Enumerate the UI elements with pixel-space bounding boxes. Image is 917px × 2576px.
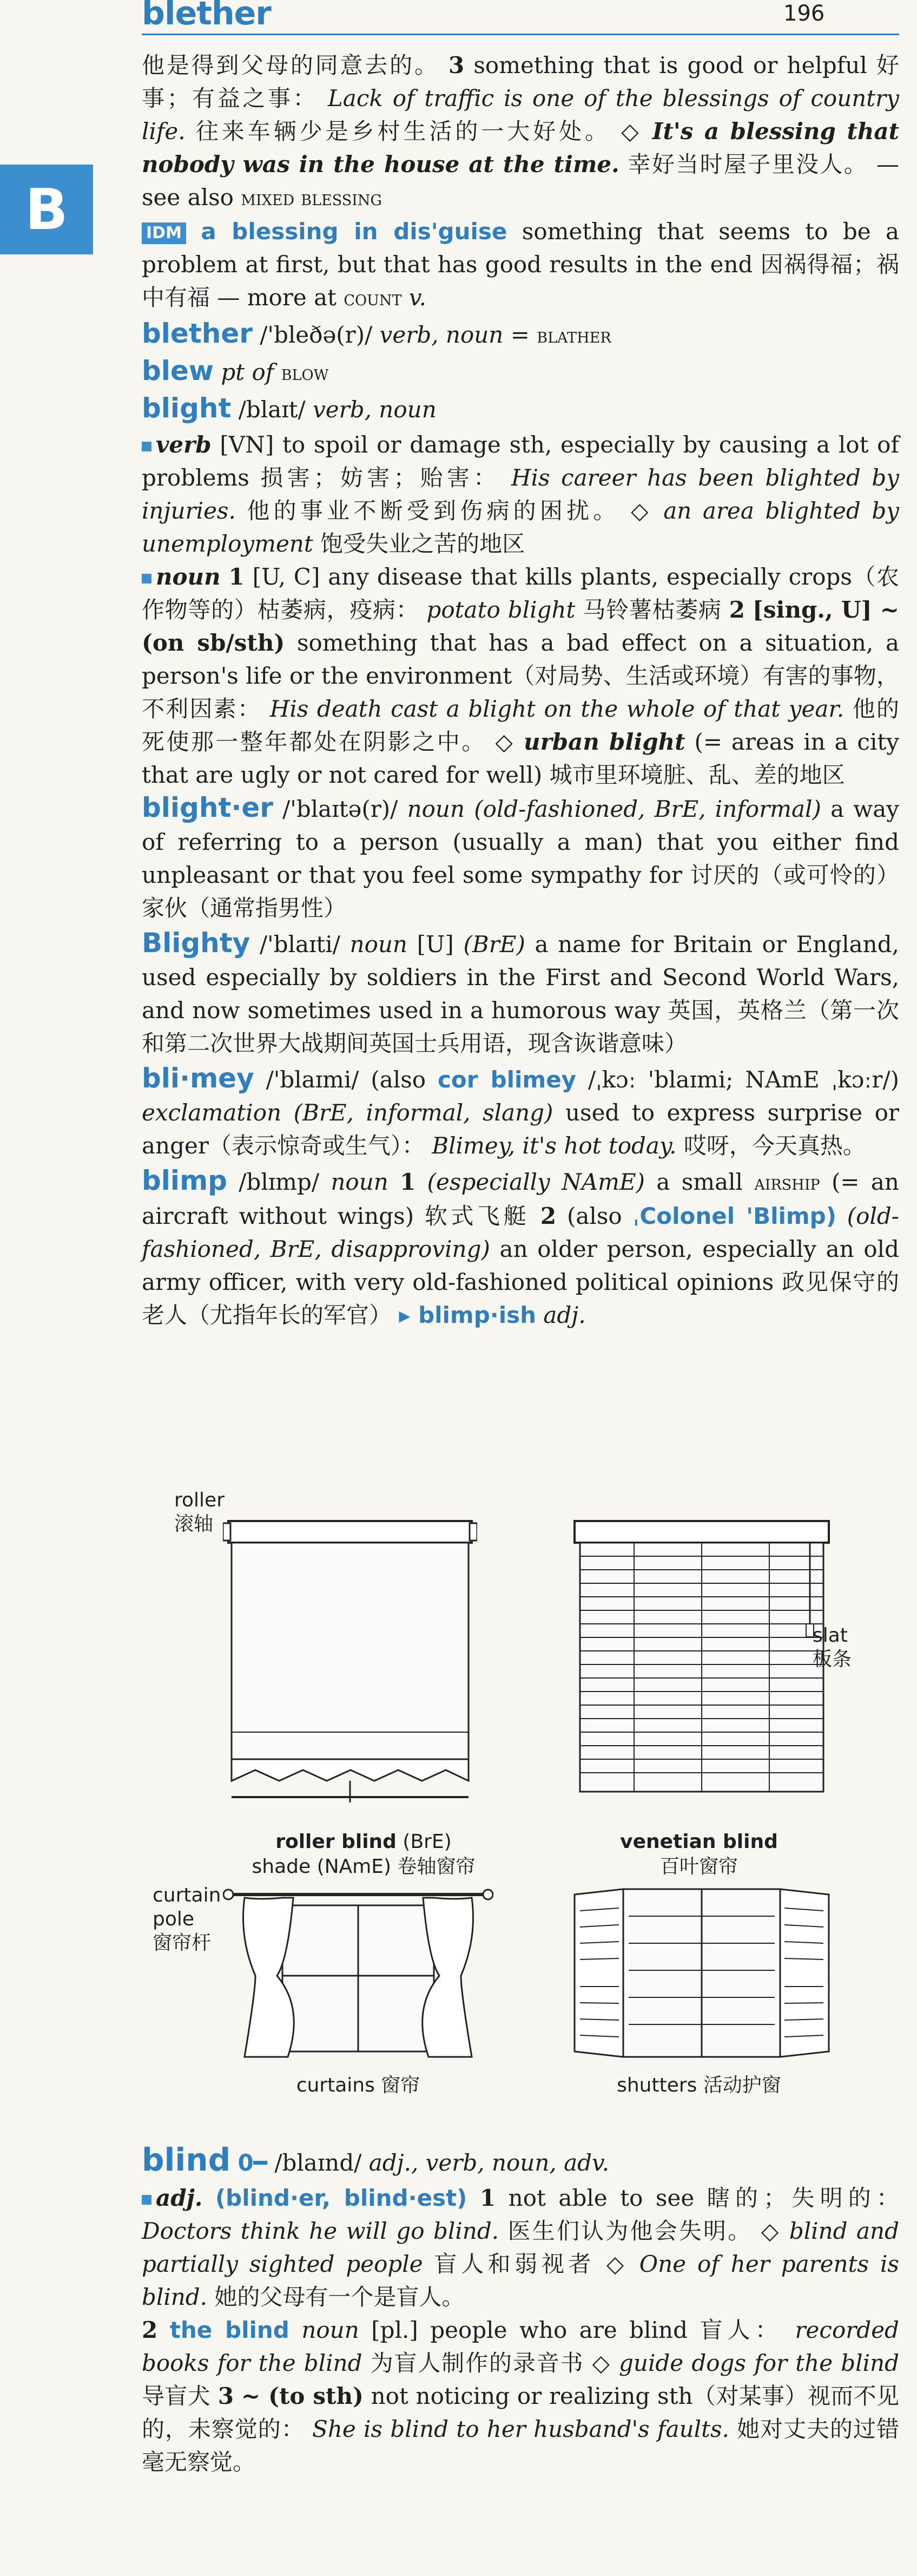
headword: blether [142,318,253,349]
entry-blighty: Blighty /'blaɪti/ noun [U] (BrE) a name for Britain or England, used especially by soldiers in the First and Second World Wars, and now sometimes used in a humorous way 英国，英格兰（第一次和第二次世界大战期间英国士兵用语，现含诙谐意味） [142,927,899,1057]
roller-blind-drawing [223,1516,477,1819]
key-icon: 0━ [238,2149,267,2176]
shutters-drawing [569,1884,834,2062]
venetian-blind-drawing [569,1516,834,1819]
part-of-speech: pt of [221,359,274,385]
entry-blight [142,392,899,426]
entries-column-lower [142,2141,899,2479]
curtains-caption: curtains 窗帘 [296,2074,420,2096]
entry-blessing-continuation: 他是得到父母的同意去的。 3 something that is good or helpful 好事；有益之事： Lack of traffic is one of the blessings of country life. 往来车辆少是乡村生活的一大好处。 ◇ It's a blessing that nobody was in the house at the time. 幸好当时屋子里没人。 — see also mixed blessing IDM a blessing in dis'guise something that seems to be a problem at first, but that has good results in the end 因祸得福；祸中有福 — more at count v. [142,52,899,311]
headword: bli·mey [142,1063,254,1094]
roller-label: roller 滚轴 [174,1489,225,1535]
sense-blight-noun: noun 1 [U, C] any disease that kills plants, especially crops（农作物等的）枯萎病，疫病： potato blight 马铃薯枯萎病 2 [sing., U] ~ (on sb/sth) something that has a bad effect on a situation, a person's life or the environment（对局势、生活或环境）有害的事物，不利因素： His death cast a blight on the whole of that year. 他的死使那一整年都处在阴影之中。 ◇ urban blight (= areas in a city that are ugly or not cared for well) 城市里环境脏、乱、差的地区 [142,563,899,788]
idiom-tag: IDM [142,222,186,244]
headword: blind [142,2141,231,2178]
pronunciation: /blaɪnd/ [274,2149,362,2176]
part-of-speech: exclamation [142,1099,282,1126]
cross-reference[interactable]: count [344,286,402,310]
sense-blight-verb: verb [VN] to spoil or damage sth, especially by causing a lot of problems 损害；妨害；贻害： His career has been blighted by injuries. 他的事业不断受到伤病的困扰。 ◇ an area blighted by unemployment 饱受失业之苦的地区 [142,431,900,557]
slat-label: slat 板条 [813,1624,852,1670]
pronunciation: /'blaɪti/ [259,931,340,958]
cross-reference[interactable]: airship [754,1171,820,1195]
sense-marker-icon [142,2195,151,2205]
venetian-blind-caption: venetian blind 百叶窗帘 [620,1831,778,1878]
illustrations-panel [142,1483,899,2122]
idiom-phrase: a blessing in dis'guise [201,218,507,245]
entry-blighter: blight·er /'blaɪtə(r)/ noun (old-fashioned, BrE, informal) a way of referring to a person (usually a man) that you either find unpleasant or that you feel some sympathy for 讨厌的（或可怜的）家伙（通常指男性） [142,792,900,921]
shutters-caption: shutters 活动护窗 [617,2074,781,2096]
headword: blight·er [142,792,273,823]
entry-blether: blether /'bleðə(r)/ verb, noun = blather [142,318,611,349]
pronunciation: /blɪmp/ [239,1169,320,1195]
pronunciation: /blaɪt/ [238,396,306,423]
cross-reference[interactable]: mixed blessing [241,186,382,210]
headword: blimp [142,1165,227,1196]
derivative: ▸ blimp·ish [399,1302,537,1328]
entry-blew [142,355,899,390]
headword: blight [142,392,232,424]
curtains-drawing [223,1884,493,2062]
cross-reference[interactable]: blow [281,361,329,385]
entries-column [142,49,899,1334]
part-of-speech: adj., verb, noun, adv. [368,2149,610,2176]
entry-blind [142,2141,899,2179]
page-number: 196 [783,1,825,26]
sense-blind-adj: adj. (blind·er, blind·est) 1 not able to see 瞎的；失明的： Doctors think he will go blind. 医生们认为他会失明。 ◇ blind and partially sighted people 盲人和弱视者 ◇ One of her parents is blind. 她的父母有一个是盲人。 2 the blind noun [pl.] people who are blind 盲人： recorded books for the blind 为盲人制作的录音书 ◇ guide dogs for the blind 导盲犬 3 ~ (to sth) not noticing or realizing sth（对某事）视而不见的，未察觉的： She is blind to her husband's faults. 她对丈夫的过错毫无察觉。 [142,2185,899,2475]
part-of-speech: noun [331,1169,388,1195]
part-of-speech: noun [407,796,465,822]
pronunciation: /'blaɪmi/ [266,1066,359,1093]
sense-marker-icon [142,574,151,584]
part-of-speech: verb, noun [379,322,504,348]
entry-blimp: blimp /blɪmp/ noun 1 (especially NAmE) a small airship (= an aircraft without wings) 软式飞艇 2 (also ˌColonel 'Blimp) (old-fashioned, BrE, disapproving) an older person, especially an old army officer, with very old-fashioned political opinions 政见保守的老人（尤指年长的军官） ▸ blimp·ish adj. [142,1165,899,1328]
letter-thumb-tab: B [0,165,93,254]
running-head-word: blether [142,0,271,32]
headword: Blighty [142,927,250,959]
cross-reference[interactable]: blather [537,324,611,348]
curtain-pole-label: curtain pole 窗帘杆 [153,1884,221,1954]
pronunciation: /'bleðə(r)/ [260,322,373,348]
entry-blimey: bli·mey /'blaɪmi/ (also cor blimey /ˌkɔː 'blaɪmi; NAmE ˌkɔːr/) exclamation (BrE, informal, slang) used to express surprise or anger（表示惊奇或生气）： Blimey, it's hot today. 哎呀，今天真热。 [142,1063,900,1159]
part-of-speech: noun [349,931,407,958]
roller-blind-caption: roller blind (BrE) shade (NAmE) 卷轴窗帘 [252,1831,476,1878]
sense-marker-icon [142,442,151,451]
pronunciation: /'blaɪtə(r)/ [282,796,398,822]
part-of-speech: verb, noun [313,396,437,423]
header-rule [142,34,899,35]
headword: blew [142,355,214,386]
